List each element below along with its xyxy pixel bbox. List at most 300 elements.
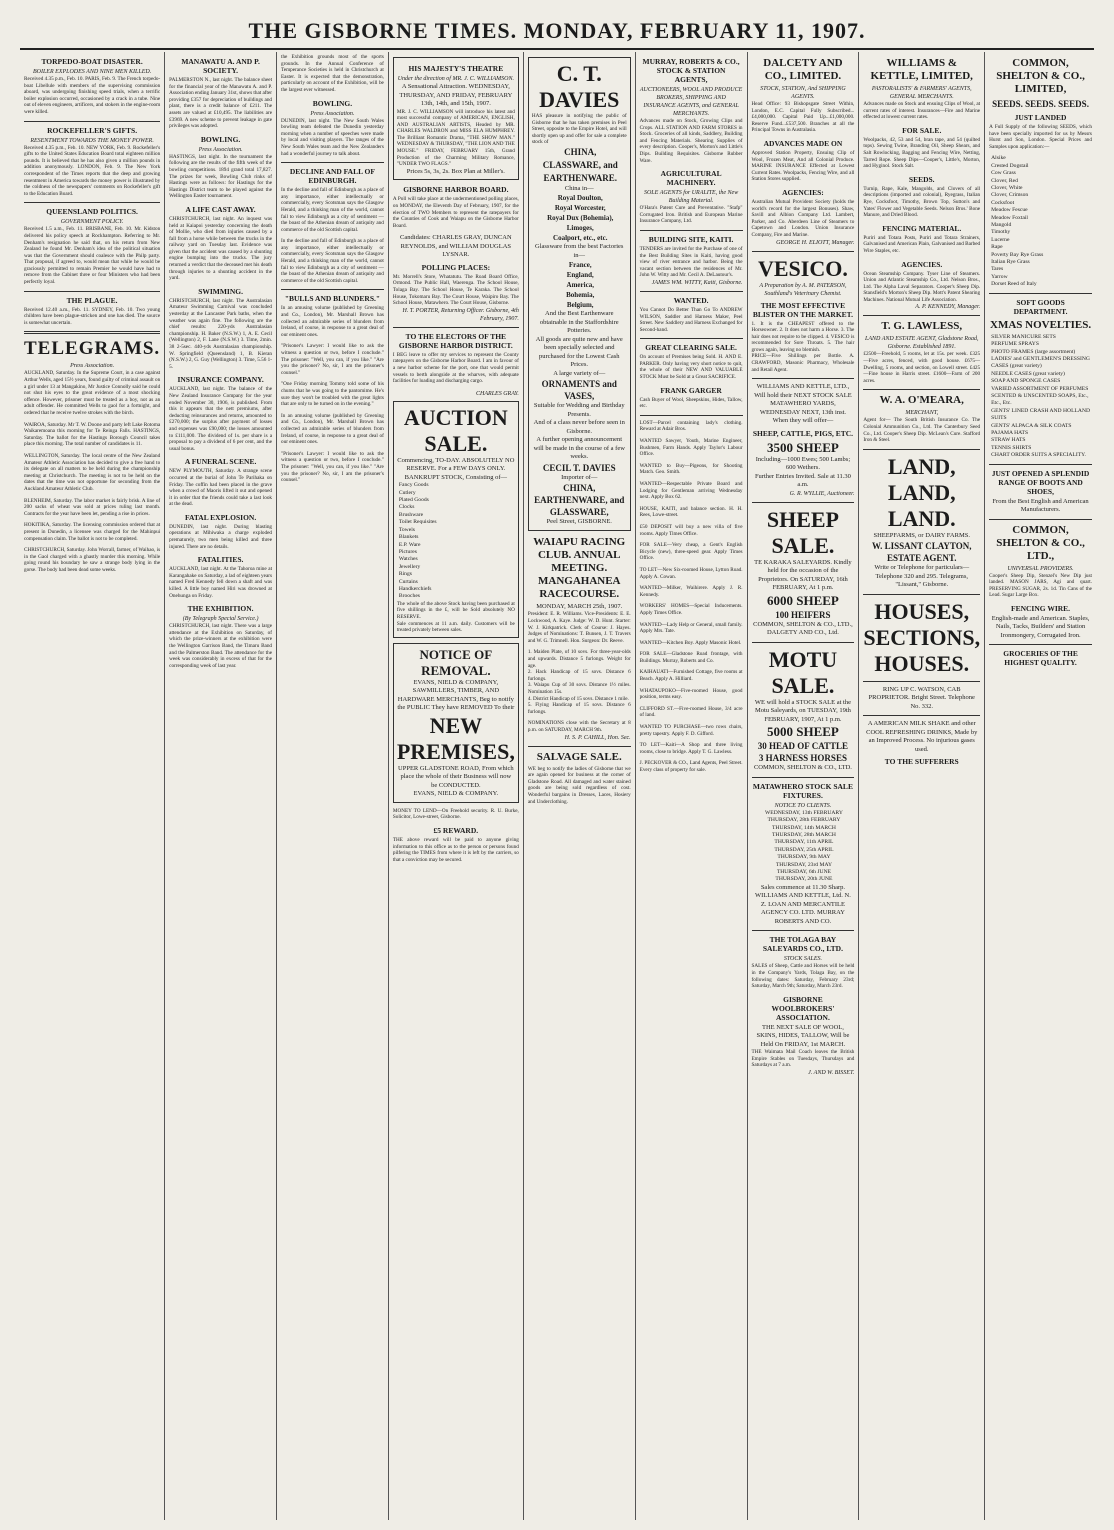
davies-china-heading: China in— [564,184,594,192]
seed-item: Poverty Bay Rye Grass [991,251,1044,258]
vesico-price: PRICE—Five Shillings per Bottle. A. CRAWFORD, Masonic Pharmacy, Wholesale and Retail Agent. [751,353,855,373]
classified-ad: CLIFFORD ST.—Five-roomed House, 3/4 acre of land. [639,705,743,719]
garger-title: FRANK GARGER [660,385,722,395]
fencing-wire-title: FENCING WIRE. [1011,603,1071,613]
race-2: 2. Hack Handicap of 15 sovs. Distance 6 furlongs. [527,669,631,682]
dalgety-sub: STOCK, STATION, And SHIPPING AGENTS. [760,86,846,100]
classified-ad: FOR SALE—Very cheap, a Gent's English Bicycle (new), three-speed gear. Apply Times Office. [639,542,743,562]
subhead-bowling-2: Press Association. [310,110,355,117]
novelty-item: SOAP AND SPONGE CASES [991,378,1061,385]
fixture-date: THURSDAY, 11th APRIL [774,839,834,846]
classified-ad: HOUSE, KAITI, and balance section. H. H. Rees, Lowe-street. [639,505,743,519]
subhead-rockefeller: RESENTMENT TOWARDS THE MONEY POWER. [30,137,154,144]
lawless-title: T. G. LAWLESS, [881,320,963,333]
auction-stock-item: Watches [398,556,418,563]
advances-body: Approved Station Property, Ensuing Clip of Wool, Frozen Meat, And all Colonial Produce. MARINE INSURANCE Effected at Lowest Current Rates. Woolpacks, Fencing Wire, and all Station Stores supplied. [751,149,855,183]
advances-title: ADVANCES MADE ON [763,138,843,148]
notice-harbor-poll: A Poll will take place at the undermentioned polling places, on MONDAY, the Eleventh Day of February, 1907, for the election of TWO Members to represent the ratepayers for the Counties of Cook and Waiapu on the Gisborne Harbor Board. [392,196,519,229]
seed-item: Italian Rye Grass [991,259,1030,266]
removal-ad [393,643,519,803]
reward-title: £5 REWARD. [433,825,479,835]
davies-glass-item: Belgium, [566,301,594,310]
theatre-ad [393,57,519,180]
seed-item: Timothy [991,229,1011,236]
davies-signature: CECIL T. DAVIES [542,462,616,473]
column-1 [20,52,164,1520]
polling-places: Mr. Morrell's Store, Whatatutu. The Road Board Office, Ormond. The Public Hall, Waerenga. The School House, Tolaga Bay. The School House, Te Karaka. The School House, Tokomaru Bay. The Court House, Waipiro Bay. The School House, Matawhero. The Court House, Gisborne. [392,273,519,307]
houses-title: HOUSES, SECTIONS, HOUSES. [863,598,981,676]
boots-title: JUST OPENED A SPLENDID RANGE OF BOOTS AND SHOES, [991,468,1090,496]
vesico-points: 1. It is the CHEAPEST offered to the Horseowner. 2. It does not harm a Horse. 3. The hair does not require to be clipped. 4. VESICO is recommended for Sore Throats. 5. The hair grows again, leaving no blemish. [751,320,855,353]
headline-bulls: "BULLS AND BLUNDERS." [284,294,381,304]
article-blenheim: BLENHEIM, Saturday. The labor market is fairly brisk. A line of 200 sacks of wheat was sold at prices ruling last month. Contracts for the year have been let, pending a rise in prices. [24,497,161,517]
novelty-item: PHOTO FRAMES (large assortment) [991,348,1076,355]
sheep-sale-title: SHEEP SALE. [766,506,839,558]
classified-ad: WHATAUPOKO—Five-roomed House, good position, terms easy. [639,687,743,701]
article-explosion: DUNEDIN, last night. During blasting operations at Mihiwaka a charge exploded prematurely, two men being killed and three injured. There are no details. [169,523,273,550]
novelty-item: PAJAMA HATS [991,429,1029,436]
theatre-details: MR. J. C. WILLIAMSON will introduce his latest and most successful company of AMERICAN, ENGLISH, AND AUSTRALIAN ARTISTS, Headed by MR. CHARLES WALDRON and MISS ELA HUMPHREY. The Brilliant Romantic Drama, "THE SHOW MAN." WEDNESDAY & THURSDAY, "THE LION AND THE MOUSE." FRIDAY, FEBRUARY 15th, Grand Production of the Charming Military Romance, "UNDER TWO FLAGS." [396,108,515,168]
groceries-title: GROCERIES OF THE HIGHEST QUALITY. [1003,649,1078,668]
vesico-title: VESICO. [758,255,848,281]
wk-agencies-body: Ocean Steamship Company. Tyser Line of Steamers. Union and Atlantic Steamship Co., Ltd. Nelson Bros., Ltd. The Alpha Laval Separators. Cooper's Sheep Dip. Stansfield's Morton's Sheep Dip. Mott's Patent Shearing Machines. National Mutual Life Association. [863,270,981,303]
fixture-date: THURSDAY, 20th JUNE [775,876,833,883]
davies-glass-heading: Glassware from the best Factories in— [535,243,624,259]
davies-address: Peel Street, GISBORNE. [546,518,612,526]
mail-coach-signature: J. AND W. BISSET. [808,1069,855,1076]
racing-nominations: NOMINATIONS close with the Secretary at 8 p.m. on SATURDAY, MARCH 9th. [527,720,631,733]
classified-ad: WANTED—Kitchen Boy. Apply Masonic Hotel. [639,639,742,646]
seed-item: Rape [991,244,1003,251]
dalgety-title: DALCETY AND CO., LIMITED. [763,57,843,82]
seeds-body: Turnip, Rape, Kale, Mangolds, and Clovers of all descriptions (imported and colonial), Ryegrass, Italian Rye, Cocksfoot, Timothy, Brown Top, Sutton's and Yates' Flower and Vegetable Seeds. Nelson Bros.' Bone Manure, and Dried Blood. [863,185,981,219]
novelty-item: TENNIS SHIRTS [991,444,1032,451]
stock-sale-auctioneer: G. R. WYLLIE, Auctioneer. [789,490,855,497]
tolaga-sub: STOCK SALES. [783,956,823,963]
seed-item: Yarrow [991,273,1008,280]
theatre-title: HIS MAJESTY'S THEATRE [408,64,504,73]
matawhero-title: MATAWHERO STOCK SALE FIXTURES. [752,781,853,800]
headline-edinburgh: DECLINE AND FALL OF EDINBURGH. [289,167,375,186]
article-bulls-5: "Prisoner's Lawyer: I would like to ask the witness a question or two, before I conclude." The prisoner: "Well, you can, if you like." "Are you the prisoner? No, sir, I am the prisoner's counsel." [281,450,384,484]
removal-address: UPPER GLADSTONE ROAD, From which place the whole of their Business will now be CONDUCTED. [398,764,514,789]
davies-china-item: Coalport, etc., etc. [553,234,608,243]
auction-stock-item: Rings [398,571,412,578]
for-sale-title: FOR SALE. [902,125,942,135]
classified-ad: J. PECKOVER & CO., Land Agents, Peel Street. Every class of property for sale. [639,760,743,773]
article-edinburgh-2: In the decline and fall of Edinburgh as a place of any importance, either intellectually or commercially, every Scotsman says the Glasgow Herald, and a thinking man of the world, cannot fail to view Edinburgh as a city of sentiment — the boast of the Athenian dream of antiquity and commerce of the old Scottish capital. [281,238,384,284]
sufferers-heading: TO THE SUFFERERS [884,757,959,767]
classified-ad: £50 DEPOSIT will buy a new villa of five rooms. Apply Times Office. [639,523,743,537]
seed-item: Lucerne [991,236,1010,243]
article-torpedo: Received 4.35 p.m., Feb. 10. PARIS, Feb. 9. The French torpedo-boat Libellule with members of the supervising commission aboard, was undergoing finishing speed trials, when a terrific boiler explosion occurred, occasioned by a crack in a tube. Nine out of eleven engineers, artificers, and stokers in the engine-room were killed. [24,76,161,115]
race-4: 4. District Handicap of 15 sovs. Distance 1 mile. [527,695,629,702]
garger-body: Cash Buyer of Wool, Sheepskins, Hides, Tallow, etc. [639,396,743,410]
tolaga-body: SALES of Sheep, Cattle and Horses will be held in the Company's Yards, Tolaga Bay, on the following dates: Saturday, February 23rd; Saturday, March 9th; Saturday, March 23rd. [751,963,855,990]
classified-ad: FOR SALE—Gladstone Road frontage, with Buildings. Murray, Roberts and Co. [639,651,743,664]
headline-torpedo: TORPEDO-BOAT DISASTER. [41,57,143,66]
wanted-title: WANTED. [673,295,709,305]
wk-manager: A. P. KENNEDY, Manager. [915,304,981,311]
agencies-title: AGENCIES: [782,187,824,197]
article-wellington: WELLINGTON, Saturday. The local centre of the New Zealand Amateur Athletic Association has decided to give a free hand to its delegate on all matters to be held during the championship meeting at Christchurch. The meeting is not to be held on the dates that the time was not opportune for seconding from the Auckland Amateur Athletic Club. [24,452,161,492]
universal-sub: UNIVERSAL PROVIDERS. [1007,565,1074,572]
fencing-wire-body: English-made and American. Staples, Nails, Tacks, Builders' and Station Ironmongery, Corrugated Iron. [991,614,1090,639]
soft-goods-title: SOFT GOODS DEPARTMENT. [1013,297,1068,316]
stock-sale-intro: WILLIAMS AND KETTLE, LTD., Will hold their NEXT STOCK SALE MATAWHERO YARDS, WEDNESDAY NEXT, 13th inst. When they will offer— [754,383,852,425]
classified-ad: LOST—Parcel containing lady's clothing. Reward at Adair Bros. [639,419,743,433]
fixture-date: WEDNESDAY, 13th FEBRUARY [765,809,843,816]
article-rockefeller: Received 4.35 p.m., Feb. 10. NEW YORK, Feb. 9. Rockefeller's gifts to the United States Education Board total eighteen million pounds. It is believed that he has also given a million pounds in addition anonymously. LONDON, Feb. 9. The New York correspondent of the Times reports that the deep and growing resentment in America towards the money power is illustrated by the coldness of the newspapers' comments on Rockefeller's gift to the Education Board. [24,144,161,197]
column-4 [388,52,523,1520]
article-edinburgh: In the decline and fall of Edinburgh as a place of any importance, either intellectually or commercially, every Scotsman says the Glasgow Herald, and a thinking man of the world, cannot fail to view Edinburgh as a city of sentiment — the boast of the Athenian dream of antiquity and commerce of the old Scottish capital. [281,187,384,233]
headline-insurance: INSURANCE COMPANY. [177,375,264,385]
dalgety-body: Head Office: 93 Bishopsgate Street Within, London, E.C. Capital Fully Subscribed...£4,000,000. Capital Paid Up...£1,000,000. Reserve Fund...£537,500. Branches at all the Principal Towns in Australasia. [751,101,855,134]
common-shelton-title: COMMON, SHELTON & CO., LIMITED, [996,57,1085,95]
article-bulls: In an amusing volume (published by Greening and Co., London), Mr. Marshall Brown has collected an admirable series of blunders from Ireland, of course, in response to a great deal of our eminent ones. [281,305,384,338]
murray-roberts-title: MURRAY, ROBERTS & CO., STOCK & STATION AGENTS, [642,57,740,84]
stock-sale-sheep: 3500 SHEEP [767,439,839,455]
column-3 [276,52,388,1520]
article-christchurch: CHRISTCHURCH, Saturday. John Worrall, farmer, of Waihao, is in the Gaol charged with a ghastly murder this morning. While going round his boundary he saw a strange body lying in the gorse. The body had been dead some weeks. [24,547,161,573]
clearing-sale-title: GREAT CLEARING SALE. [645,343,737,353]
article-manawatu: PALMERSTON N., last night. The balance sheet for the financial year of the Manawatu A. and P. Association ending January 31st, shows that after providing £357 for depreciation of buildings and plant, there is a credit balance of £211. The assets are valued at £10,495. The liabilities are £3969. A new scheme to prevent leakage in gate privileges was adopted. [169,77,273,130]
race-1: 1. Maiden Plate, of 10 sovs. For three-year-olds and upwards. Distance 5 furlongs. Weight for age. [527,649,631,669]
omeara-sub: MERCHANT, [905,410,939,417]
novelty-item: VARIED ASSORTMENT OF PERFUMES [991,385,1089,392]
article-exhibition: CHRISTCHURCH, last night. There was a large attendance at the Exhibition on Saturday, of which the prize-winners at the exhibition were the Wellington Garrison Band, the Timaru Band and the Palmerston Band. The attendance for the week was considerably in excess of that for the corresponding week of last year. [169,623,273,669]
davies-wares: CHINA, EARTHENWARE, and GLASSWARE, [534,483,625,518]
electors-letter: I BEG leave to offer my services to represent the County ratepayers on the Gisborne Harbor Board. I am in favour of a new harbor scheme for the port, one that would permit vessels to berth alongside at the wharves, with adequate facilities for loading and discharging cargo. [392,351,519,385]
subhead-exhibition: (By Telegraph Special Service.) [182,616,259,623]
fixture-date: THURSDAY, 6th JUNE [776,869,832,875]
headline-funeral: A FUNERAL SCENE. [184,457,257,467]
murray-roberts-body: Advances made on Stock, Growing Clips and Crops. ALL STATION AND FARM STORES in Stock. Groceries of all kinds, Saddlery, Building and Fencing Materials. Shearing Supplies of every description. Cooper's, Morton's and Little's Dips. Building Requisites. Gisborne Rubber Ware. [639,118,743,164]
harbor-candidates: Candidates: CHARLES GRAY, DUNCAN REYNOLDS, and WILLIAM DOUGLAS LYSNAR. [400,234,512,259]
salvage-body: WE beg to notify the ladies of Gisborne that we are again opened for business at the corner of Gladstone Road. All damaged and water stained goods are being sold regardless of cost. Wonderful bargains in Dresses, Laces, Hosiery and Underclothing. [527,765,631,805]
headline-fatalities: FATALITIES. [197,555,244,565]
article-exhibition-cont: the Exhibition grounds most of the sports grounds. In the Annual Conference of Temperance Societies is held in Christchurch at Easter. It is expected that the demonstration, particularly on account of the Exhibition, will be the largest ever witnessed. [281,54,384,93]
sheep-sale-agents: COMMON, SHELTON & CO., LTD., DALGETY AND CO., Ltd. [753,620,853,637]
land-title: LAND, LAND, LAND. [887,453,956,531]
fixture-date: THURSDAY, 9th MAY [777,854,831,861]
column-2 [164,52,276,1520]
article-life-cast-away: CHRISTCHURCH, last night. An inquest was held at Kaiapoi yesterday concerning the death of Mollie, who died from injuries caused by a fall from a horse while between the trucks in the railway yard on Tuesday last. Evidence was given that the accident was caused by a shunting engine bumping into the trucks. The jury returned a verdict that the deceased met his death through injuries to a shunting accident in the yard. [169,215,273,282]
seed-item: Clover, Red [991,177,1018,184]
davies-china-list [532,193,627,243]
davies-glass-item: Bohemia, [566,291,595,300]
removal-body: EVANS, NIELD & COMPANY, SAWMILLERS, TIMBER, AND HARDWARE MERCHANTS, Beg to notify the PUBLIC They have REMOVED To their [397,678,515,712]
removal-new-premises: NEW PREMISES, [396,712,515,764]
classified-ad: WANTED—Milker, Waihirere. Apply J. R. Kennedy. [639,585,743,598]
column-5 [523,52,635,1520]
removal-title: NOTICE OF REMOVAL. [419,646,493,678]
davies-china-item: Limoges, [566,224,594,233]
lawless-sub: LAND AND ESTATE AGENT, Gladstone Road, Gisborne. Established 1891. [864,336,979,351]
auction-stock-heading: BANKRUPT STOCK, Consisting of— [404,473,508,481]
davies-glass-item: England, [566,271,594,280]
motu-sale-title: MOTU SALE. [768,646,838,698]
classified-ads [640,420,743,774]
auction-stock-item: Jewellery [398,563,421,570]
novelty-item: STRAW HATS [991,437,1026,444]
article-funeral: NEW PLYMOUTH, Saturday. A strange scene occurred at the burial of John Te Parihaka on Friday. The coffin had been placed in the grave when a crowd of Maoris lifted it out and opened it in order that the friends could take a last look at the dead. [169,468,273,508]
building-site-signature: JAMES WM. WITTY, Kaiti, Gisborne. [651,279,743,286]
column-9 [984,52,1096,1520]
just-landed: JUST LANDED [1014,113,1067,122]
seeds-intro: A Full Supply of the following SEEDS, which have been specially imported for us by Messrs Hurst and Son, London. Special Prices and Samples upon application:— [989,124,1092,150]
matawhero-sub: NOTICE TO CLIENTS. [774,802,832,809]
davies-goods-note: All goods are quite new and have been specially selected and purchased for the Lowest Cash Prices. [535,335,623,369]
seed-item: Cocksfoot [991,199,1015,206]
davies-goods-item: CLASSWARE, and [542,159,618,170]
auction-stock-item: Toilet Requisites [398,519,437,526]
motu-sale-body: WE will hold a STOCK SALE at the Motu Saleyards, on TUESDAY, 19th FEBRUARY, 1907, At 1 p.m. [754,698,851,723]
subhead-torpedo: BOILER EXPLODES AND NINE MEN KILLED. [32,69,152,75]
auction-title: AUCTION SALE. [403,404,508,456]
seed-item: Tares [991,266,1004,273]
classified-ad: KAIHAUATI—Furnished Cottage, five rooms at Beach. Apply A. Hilliard. [639,669,743,683]
agencies-body: Australian Mutual Provident Society (holds the world's record for the largest Bonuses). Shaw, Savill and Albion Company Ltd. Lambert, Parker, and Co. Aberdeen Line of Steamers to Capetown and London. Union Insurance Company, Fire and Marine. [751,198,855,238]
dalgety-manager: GEORGE H. ELIOTT, Manager. [776,239,855,246]
classified-ad: TO LET—Kaiti—A Shop and three living rooms, close to bridge. Apply T. G. Lawless. [639,742,743,755]
headline-life-cast-away: A LIFE CAST AWAY. [185,204,256,214]
seeds-title: SEEDS. [908,174,935,184]
universal-title: COMMON, SHELTON & CO., LTD., [996,523,1085,562]
auction-note-2: Sale commences at 11 a.m. daily. Customers will be treated privately between sales. [396,620,515,634]
headline-queensland: QUEENSLAND POLITICS. [46,207,138,217]
davies-glass-list [532,260,627,310]
fixture-list [752,810,855,884]
classified-ad: WANTED to Buy—Pigeons, for Shooting Match. Geo. Smith. [639,462,743,476]
auction-stock-item: Curtains [398,578,418,585]
headline-rockefeller: ROCKEFELLER'S GIFTS. [47,125,138,135]
seed-item: Meadow Fescue [991,207,1028,214]
lawless-body: £2500—Freehold, 5 rooms, let at 15s. per week. £325—Five acres, fenced, with good house. £675—Dwelling, 5 rooms, and section, on Lowell street. £425—Fine house in Harris street. £1600—Farm of 200 acres. [863,351,981,384]
newspaper-title: THE GISBORNE TIMES. MONDAY, FEBRUARY 11, 1907. [248,18,866,43]
article-bulls-3: "One Friday morning Tommy told some of his chums that he was going to the pantomime. He's sure they won't be troubled with the great lights that are only to be turned on in the evening." [281,381,384,408]
woolbrokers-title: GISBORNE WOOLBROKERS' ASSOCIATION. [771,994,835,1022]
fencing-title: FENCING MATERIAL. [882,223,962,233]
fencing-body: Puriri and Totara Posts, Puriri and Totara Strainers, Galvanised and American Plain, Galvanised and Barbed Wire Staples, etc. [863,234,981,254]
headline-bowling-2: BOWLING. [312,98,353,108]
removal-signature: EVANS, NIELD & COMPANY. [413,790,499,798]
davies-suitable: Suitable for Wedding and Birthday Presents. [533,402,625,418]
returning-officer: H. T. PORTER, Returning Officer. Gisborne, 4th February, 1907. [402,307,519,322]
headline-electors: TO THE ELECTORS OF THE GISBORNE HARBOR DISTRICT. [398,331,513,350]
headline-harbor-board: GISBORNE HARBOR BOARD. [403,185,509,195]
column-8 [858,52,984,1520]
headline-swimming: SWIMMING. [198,286,243,296]
davies-goods-item: EARTHENWARE. [543,172,617,183]
classified-ad: WORKERS' HOMES—Special Inducements. Apply Times Office. [639,603,743,616]
vesico-sub: A Preparation by A. M. PATERSON, Southland's Veterinary Chemist. [759,282,847,297]
article-bowling-2: DUNEDIN, last night. The New South Wales bowling team defeated the Dunedin yesterday morning when a number of speeches were made by local and visiting players. The ranges of the New South Wales team and the New Zealanders had a wonderful journey to talk about. [281,117,384,157]
masthead [20,14,1094,50]
classified-ad: WANTED TO PURCHASE—two rows chairs, pretty tapestry. Apply F. D. Gifford. [639,724,743,737]
article-fatalities: AUCKLAND, last night. At the Tahoroa mine at Karangahake on Saturday, a lad of eighteen years named Fred Kennedy fell down a shaft and was killed. A little boy named Hiri was drowned at Onehunga on Friday. [169,566,273,599]
murray-roberts-sub: AUCTIONEERS, WOOL AND PRODUCE BROKERS, SHIPPING AND INSURANCE AGENTS, and GENERAL MERCHANTS. [639,87,743,117]
article-swimming: CHRISTCHURCH, last night. The Australasian Amateur Swimming Carnival was concluded yesterday at the Lancaster Park baths, when the weather was again fine. The following are the chief results: 220-yds Australasian championship. H. Baker (N.S.W.) 1, A. E. Cecil (Wellington) 2, F. Lane (N.S.W.) 3. Time, 2min. 38 2-5sec. 440-yds Australasian championship. W. Springfield (Queensland) 1, B. Kieran (N.S.W.) 2, G. Guy (Wellington) 3. Time, 5.56 1-5. [169,297,273,370]
auction-stock-item: Handkerchiefs [398,585,432,592]
article-bulls-4: In an amusing volume (published by Greening and Co., London), Mr. Marshall Brown has collected an admirable series of blunders from Ireland, of course, in response to a great deal of our eminent ones. [281,412,384,446]
polling-places-heading: POLLING PLACES: [421,262,491,272]
fixture-date: THURSDAY, 23rd MAY [775,861,833,868]
davies-glass-item: France, [568,261,592,270]
article-queensland: Received 1.5 a.m., Feb. 11. BRISBANE, Feb. 10. Mr. Kidston delivered his policy speech at Rockhampton. Referring to Mr. Denham's resignation he said that, on his return from New Zealand he found Mr. Denham's idea of the political situation was that the Government should coalesce with the Philp party. That proposal, if agreed to, would mean that while he would be graciously permitted to remain Premier he would have had to remove from the Cabinet three or four Ministers who had been perfectly loyal. [24,226,161,286]
davies-importer: Importer of— [561,473,598,481]
wk-agencies-title: AGENCIES. [901,259,943,269]
article-bowling-1: HASTINGS, last night. In the tournament the following are the results of the fifth week of the bowling competitions. 1894 grand total 17,827. The prizes for week, Bowling Club rinks of Hastings were as follows: for Hastings for the Hastings District team to be played against the Wellington Easter tournament. [169,153,273,200]
stock-sale-kinds: SHEEP, CATTLE, PIGS, ETC. [752,428,854,438]
subhead-bowling-1: Press Association. [198,146,243,153]
article-insurance: AUCKLAND, last night. The balance of the New Zealand Insurance Company for the year ended November 30, 1906, is published. From this it appears that the nett premiums, after deducting reinsurances and returns, amounted to £270,000; the surplus after payment of losses and expenses was £90,000; the losses amounted to £111,000. The dividend of 1s. per share is a proposal to pay a dividend of 6 per cent, and the usual bonus. [169,386,273,452]
universal-body: Cooper's Sheep Dip, Stenzel's New Dip just landed. MASON JARS, Agi and quart. PRESERVING SUGAR, 2s. 1d. Tin Cans of the Lead. Sugar Large Box. [989,572,1092,599]
auction-stock-item: E.P. Ware [398,541,421,548]
fixture-date: THURSDAY, 14th MARCH [771,824,836,831]
boots-body: From the Best English and American Manufacturers. [992,497,1089,514]
novelty-list [989,334,1092,460]
davies-china-item: Royal Worcester, [554,204,606,213]
agri-machinery-body: O'Hara's Patent Cure and Preventative. "Stafp" Corrugated Iron. British and European Marine Insurance Company, Ltd. [639,205,743,225]
money-to-lend: MONEY TO LEND—On Freehold security. R. U. Burke, Solicitor, Lowe-street, Gisborne. [392,807,519,821]
williams-kettle-sub: PASTORALISTS' & FARMERS' AGENTS, GENERAL MERCHANTS. [871,86,972,100]
classified-ad: WANTED—Respectable Private Board and Lodging for Gentleman arriving Wednesday next. Apply Box 62. [639,481,743,501]
auction-note: The whole of the above Stock having been purchased at five shillings in the £, will be Sold absolutely NO RESERVE. [396,600,515,620]
headline-bowling-1: BOWLING. [200,134,241,144]
davies-china-item: Royal Doulton, [557,194,603,203]
classified-ad: WANTED—Lady Help or General, small family. Apply Mrs. Tate. [639,621,743,635]
article-wairoa: WAIROA, Saturday. Mr T. W. Doone and party left Lake Rotoma Waikaremoana this morning for Te Reinga Falls. HASTINGS, Saturday. The ballot for the Hastings Borough Council takes place this morning. The total number of candidates is 11. [24,421,161,448]
mail-coach-body: THE Waimata Mail Coach leaves the British Empire Stables on Tuesdays, Thursdays and Saturdays at 7 a.m. [751,1049,855,1069]
seed-item: Alsike [991,155,1006,162]
uralite-agents: SOLE AGENTS for URALITE, the New Building Material. [643,190,739,205]
davies-announcement: A further opening announcement will be made in the course of a few weeks. [533,436,625,461]
cab-ad: RING UP C. WATSON, CAB PROPRIETOR. Bright Street. Telephone No. 332. [868,685,975,710]
column-6 [635,52,747,1520]
seed-item: Clover, Crimson [991,192,1029,199]
novelty-item: SILVER MANICURE SETS [991,333,1056,340]
article-hokitika: HOKITIKA, Saturday. The licensing commission ordered that at present in Dunedin, a licensee was charged for the Mahinpui compensation claim. The ballot is not to be completed. [24,522,161,542]
motu-sale-sheep: 5000 SHEEP [767,724,839,740]
auction-stock-item: Clocks [398,504,415,511]
novelty-item: LADIES' and GENTLEMEN'S DRESSING CASES (great variety) [991,355,1090,370]
matawhero-agents: Sales commence at 11.30 Sharp. WILLIAMS AND KETTLE, Ltd. N. Z. LOAN AND MERCANTILE AGENCY CO. LTD. MURRAY ROBERTS AND CO. [755,883,851,925]
classified-ad: TO LET—New Six-roomed House, Lytton Road. Apply A. Cowan. [639,566,743,580]
headline-telegrams: TELEGRAMS. [24,338,161,360]
davies-goods-item: CHINA, [564,146,597,157]
agri-machinery-title: AGRICULTURAL MACHINERY. [660,169,722,188]
auction-stock-item: Cutlery [398,489,416,496]
fixture-date: THURSDAY, 28th MARCH [771,831,836,838]
sheep-sale-heifers: 100 HEIFERS [775,609,831,620]
race-3: 3. Waiapu Cup of 30 sovs. Distance 1½ miles. Nomination 15s. [527,682,631,695]
novelty-item: SCENTED & UNSCENTED SOAPS, Etc., Etc., Etc. [991,392,1089,407]
motu-sale-horses: 3 HARNESS HORSES [758,753,847,764]
article-plague: Received 12.40 a.m., Feb. 11. SYDNEY, Feb. 10. Two young children have been plague-stricken and one has died. The source is somewhat uncertain. [24,306,161,326]
theatre-direction: Under the direction of MR. J. C. WILLIAMSON. [397,76,514,82]
building-site-title: BUILDING SITE, KAITI. [648,234,734,244]
novelty-item: GENTS' ALPACA & SILK COATS [991,422,1072,429]
davies-class: And of a class never before seen in Gisborne. [533,419,625,435]
novelty-item: CHART ORDER SUITS A SPECIALITY. [991,452,1086,459]
davies-earthenware: And the Best Earthenware obtainable in the Staffordshire Potteries. [539,310,619,335]
davies-goods-list [532,146,627,185]
land-farms: SHEEPFARMS, or DAIRY FARMS. [873,531,970,539]
subhead-telegrams: Press Association. [70,363,115,370]
omeara-body: Agent for— The South British Insurance Co. The Colonial Ammunition Co., Ltd. The Canterbury Seed Co., Ltd. Cooper's Sheep Dip. McLean's Cure. Stafford Iron & Steel. [863,417,981,444]
article-auckland: AUCKLAND, Saturday. In the Supreme Court, in a case against Arthur Wells, aged 15½ years, found guilty of criminal assault on a girl under 13 at Mangakino, Mr Justice Connolly said he could not shut his eyes to the great evidence of a most shocking offence. However, prisoner must be treated as a boy, not as an adult offender. He committed Wells to gaol for a fortnight, and ordered that he receive twelve strokes with the birch. [24,370,161,416]
sheep-sale-body: TE KARAKA SALEYARDS. Kindly held for the occasion of the Proprietors. On SATURDAY, 16th FEBRUARY, At 1 p.m. [754,558,852,592]
stock-sale-including: Including—1000 Ewes; 500 Lambs; 600 Wethers. [755,455,851,472]
auction-stock-list [397,482,515,601]
classified-ad: WANTED Sawyer, Youth, Marine Engineer, Bushmen, Farm Hands. Apply Taylor's Labour Office. [639,438,743,458]
davies-glass-item: America, [566,281,594,290]
auction-terms: Commencing, TO-DAY. ABSOLUTELY NO RESERVE. For a FEW DAYS ONLY. [397,456,515,473]
seed-item: Mangold [991,222,1012,229]
wanted-body: You Cannot Do Better Than Go To ANDREW WILSON, Saddler and Harness Maker, Peel Street. New Saddlery and Harness Exchanged for Second-hand. [639,306,743,333]
williams-kettle-body: Advances made on Stock and ensuing Clips of Wool, at current rates of interest. Insurances—Fire and Marine effected at lowest current rates. [863,101,981,121]
seed-item: Meadow Foxtail [991,214,1028,221]
auction-stock-item: Towels [398,526,415,533]
davies-china-item: Royal Dux (Bohemia), [547,214,614,223]
building-site-body: TENDERS are invited for the Purchase of one of the Best Building Sites in Kaiti, having good view of river entrance and harbor. Being the vacant section between the residences of Mr. John W. Witty and Mr. Cecil A. DeLautour's. [639,245,743,279]
auction-stock-item: Brushware [398,511,424,518]
omeara-title: W. A. O'MEARA, [879,394,964,407]
davies-title: C. T. DAVIES [539,61,620,112]
race-5: 5. Flying Handicap of 15 sovs. Distance 6 furlongs. [527,702,631,715]
theatre-dates: A Sensational Attraction. WEDNESDAY, THURSDAY, AND FRIDAY, FEBRUARY 13th, 14th, and 15th, 1907. [399,83,513,107]
davies-intro: HAS pleasure in notifying the public of Gisborne that he has taken premises in Peel Street, opposite to the Empire Hotel, and will shortly open up and offer for sale a complete stock of [531,113,627,146]
novelty-item: PERFUME SPRAYS [991,341,1039,348]
seed-item: Dorset Reed of Italy [991,281,1037,288]
racing-date: MONDAY, MARCH 25th, 1907. [536,602,623,610]
clearing-sale-body: On account of Premises being Sold. H. AND E. PARKER. Only having very short notice to quit, the whole of their NEW AND VALUABLE STOCK Must be Sold at a Great SACRIFICE. [639,354,743,381]
davies-ornaments: ORNAMENTS and VASES, [541,379,617,402]
auction-stock-item: Plated Goods [398,497,429,504]
novelty-item: NEEDLE CASES (great variety) [991,370,1065,377]
racing-secretary: H. S. P. CAHILL, Hon. Sec. [564,734,631,741]
motu-sale-agents: COMMON, SHELTON & CO., LTD. [753,764,852,772]
woolbrokers-body: THE NEXT SALE OF WOOL, SKINS, HIDES, TALLOW, Will be Held On FRIDAY, 1st MARCH. [756,1023,850,1048]
xmas-novelties-title: XMAS NOVELTIES. [990,318,1092,331]
column-7 [747,52,859,1520]
headline-plague: THE PLAGUE. [66,295,118,305]
headline-explosion: FATAL EXPLOSION. [184,512,257,522]
seed-item: Clover, White [991,185,1023,191]
electors-signature: CHARLES GRAY. [476,390,519,397]
land-contact: Write or Telephone for particulars—Telephone 320 and 295. Telegrams, "Lissant," Gisborne. [874,564,970,589]
racing-title: WAIAPU RACING CLUB. ANNUAL MEETING. MANGAHANEA RACECOURSE. [533,535,626,600]
seeds-banner: SEEDS. SEEDS. SEEDS. [992,99,1089,109]
auction-ad [393,401,519,638]
novelty-item: GENTS' LINED CRASH AND HOLLAND SUITS [991,407,1091,422]
reward-body: THE above reward will be paid to anyone giving information to this office as to the person or persons found pilfering the TIMES from where it is left by the carriers, so that a conviction may be secured. [392,836,519,863]
fixture-date: THURSDAY, 28th FEBRUARY [767,817,841,824]
davies-variety: A large variety of— [553,369,606,377]
seed-list [989,155,1092,288]
article-bulls-2: "Prisoner's Lawyer: I would like to ask the witness a question or two, before I conclude." The prisoner: "Well, you can, if you like." "Are you the prisoner? No, sir, I am the prisoner's counsel." [281,343,384,376]
theatre-prices: Prices 5s, 3s, 2s. Box Plan at Miller's. [406,167,505,175]
williams-kettle-title: WILLIAMS & KETTLE, LIMITED, [870,57,973,82]
auction-stock-item: Fancy Goods [398,482,429,489]
milk-shake-ad: A AMERICAN MILK SHAKE and other COOL REFRESHING DRINKS, Made by an Improved Process. No injurious gases used. [866,720,978,753]
racing-officials: President: E. R. Williams. Vice-Presidents: E. E. Lockwood, A. Kaye. Judge: W. D. Hunt. Starter: W. J. Kirkpatrick. Clerk of Course: J. Hayes. Judges of Nominations: T. Bunsen, J. T. Travers and W. G. Trimnell. Hon. Surgeon: Dr. Reeve. [527,611,631,644]
columns [20,52,1096,1520]
tolaga-title: THE TOLAGA BAY SALEYARDS CO., LTD. [762,935,843,954]
davies-ad [528,57,631,531]
motu-sale-cattle: 30 HEAD OF CATTLE [757,741,849,752]
